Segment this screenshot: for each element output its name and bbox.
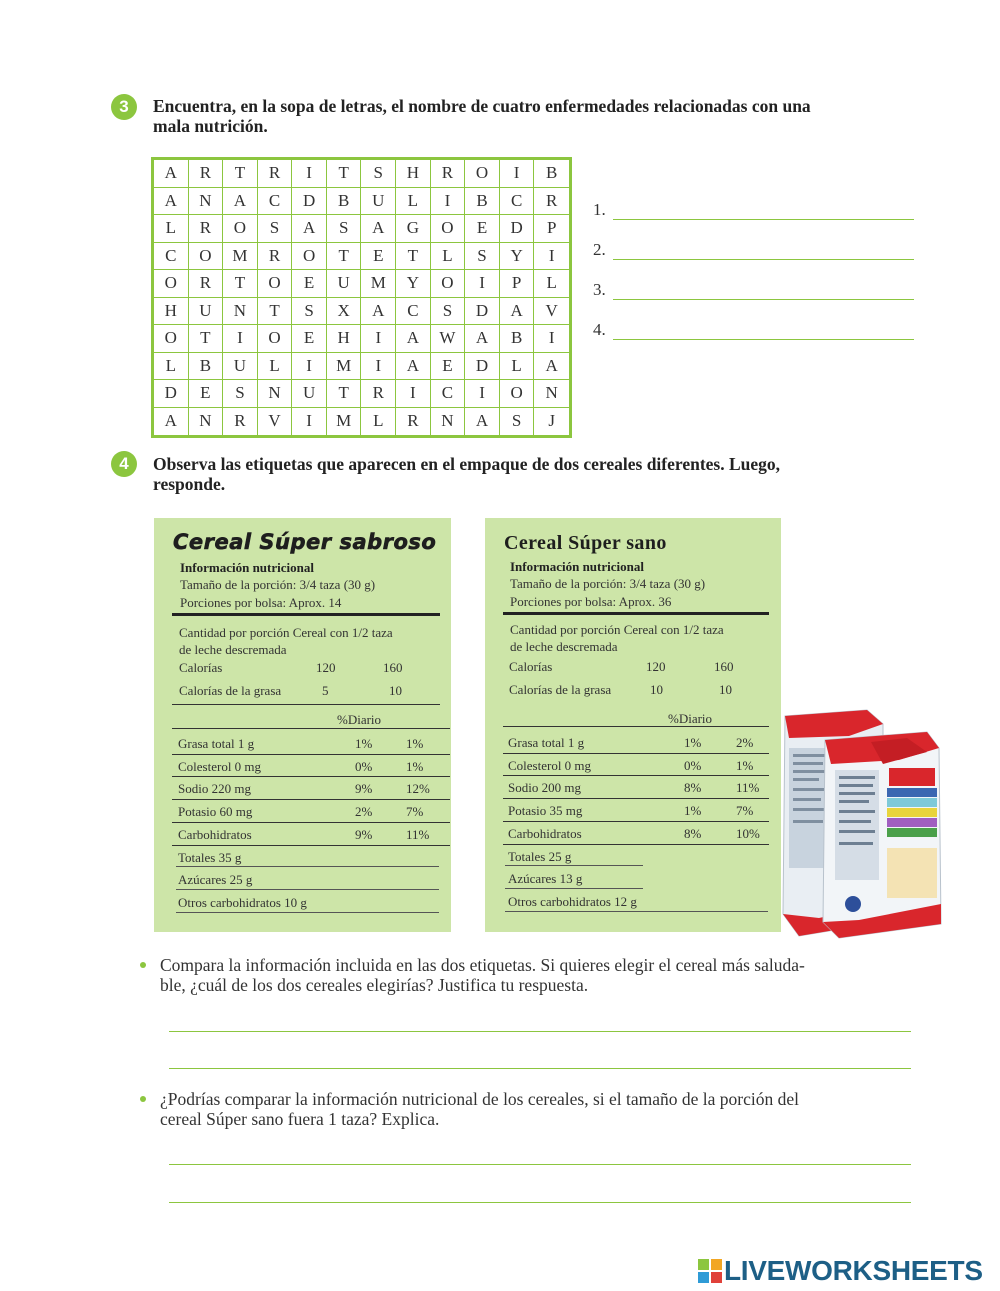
liveworksheets-logo[interactable] (698, 1255, 983, 1287)
divider (172, 754, 450, 755)
calories-value-2: 160 (714, 659, 734, 674)
grid-cell[interactable]: O (154, 270, 189, 298)
grid-cell[interactable]: L (154, 353, 189, 381)
grid-cell[interactable]: A (361, 298, 396, 326)
grid-cell[interactable]: A (396, 353, 431, 381)
grid-cell[interactable]: C (154, 243, 189, 271)
percent-value-2: 1% (406, 736, 424, 751)
nutrient-label: Grasa total 1 g (178, 736, 255, 751)
divider (172, 822, 450, 823)
answer-line[interactable] (169, 1068, 911, 1069)
grid-cell[interactable]: R (431, 160, 466, 188)
divider (172, 704, 440, 705)
underline (176, 866, 439, 867)
percent-value-2: 7% (406, 804, 424, 820)
fat-calories-label: Calorías de la grasa (509, 682, 612, 697)
grid-cell[interactable]: S (361, 160, 396, 188)
fat-calories-value-2: 10 (389, 683, 402, 698)
grid-cell[interactable]: E (465, 215, 500, 243)
grid-cell[interactable]: M (223, 243, 258, 271)
grid-cell[interactable]: A (465, 408, 500, 436)
percent-value-2: 10% (736, 825, 760, 841)
question-number-badge (111, 94, 137, 120)
daily-value-header: %Diario (668, 711, 713, 726)
info-heading: Información nutricional (510, 559, 644, 574)
grid-cell[interactable]: R (534, 188, 569, 216)
grid-cell[interactable]: O (465, 160, 500, 188)
answer-list (593, 200, 923, 350)
question-4-line1: Observa las etiquetas que aparecen en el empaque de dos cereales diferentes. Luego, (153, 454, 781, 474)
grid-cell[interactable]: M (327, 353, 362, 381)
grid-cell[interactable]: U (223, 353, 258, 381)
grid-cell[interactable]: I (465, 270, 500, 298)
grid-cell[interactable]: U (361, 188, 396, 216)
grid-cell[interactable]: O (500, 380, 535, 408)
question-3-text (153, 96, 811, 136)
grid-cell[interactable]: O (258, 270, 293, 298)
grid-cell[interactable]: N (189, 188, 224, 216)
grid-cell[interactable]: I (361, 325, 396, 353)
carbohydrate-subrow: Otros carbohidratos 10 g (178, 894, 307, 910)
answer-input[interactable] (613, 280, 914, 300)
nutrient-label: Carbohidratos (508, 825, 582, 841)
grid-cell[interactable]: A (465, 325, 500, 353)
underline (505, 888, 643, 889)
grid-cell[interactable]: R (258, 243, 293, 271)
grid-cell[interactable]: S (223, 380, 258, 408)
percent-value-1: 2% (355, 804, 373, 820)
grid-cell[interactable]: I (223, 325, 258, 353)
question-number: 4 (119, 454, 129, 473)
answer-input[interactable] (613, 320, 914, 340)
answer-number: 3. (593, 280, 606, 299)
grid-cell[interactable]: R (396, 408, 431, 436)
grid-cell[interactable]: B (534, 160, 569, 188)
answer-number: 1. (593, 200, 606, 219)
divider (172, 728, 450, 729)
grid-cell[interactable]: D (154, 380, 189, 408)
carbohydrate-subrow: Otros carbohidratos 12 g (508, 893, 637, 909)
percent-value-2: 11% (406, 826, 430, 842)
grid-cell[interactable]: I (534, 325, 569, 353)
calories-value-1: 120 (316, 660, 336, 675)
calories-label: Calorías (509, 659, 553, 674)
grid-cell[interactable]: I (292, 408, 327, 436)
answer-input[interactable] (613, 200, 914, 220)
nutrient-label: Colesterol 0 mg (508, 757, 592, 773)
divider (172, 845, 450, 846)
grid-cell[interactable]: D (500, 215, 535, 243)
calories-value-2: 160 (383, 660, 403, 675)
grid-cell[interactable]: L (534, 270, 569, 298)
divider (503, 844, 769, 845)
grid-cell[interactable]: A (223, 188, 258, 216)
fat-calories-value-1: 5 (322, 683, 329, 698)
question-4-line2: responde. (153, 474, 226, 494)
label-title: Cereal Súper sabroso (173, 530, 437, 554)
divider (503, 612, 769, 615)
question-3-line2: mala nutrición. (153, 116, 268, 136)
grid-cell[interactable]: A (500, 298, 535, 326)
grid-cell[interactable]: H (327, 325, 362, 353)
grid-cell[interactable]: I (465, 380, 500, 408)
fat-calories-label: Calorías de la grasa (179, 683, 282, 698)
answer-line[interactable] (169, 1164, 911, 1165)
grid-cell[interactable]: N (223, 298, 258, 326)
grid-cell[interactable]: U (189, 298, 224, 326)
grid-cell[interactable]: S (327, 215, 362, 243)
grid-cell[interactable]: L (431, 243, 466, 271)
grid-cell[interactable]: M (327, 408, 362, 436)
grid-cell[interactable]: B (189, 353, 224, 381)
answer-number: 4. (593, 320, 606, 339)
nutrient-label: Sodio 200 mg (508, 780, 581, 796)
grid-cell[interactable]: E (361, 243, 396, 271)
percent-value-1: 9% (355, 826, 373, 842)
grid-cell[interactable]: E (431, 353, 466, 381)
carbohydrate-subrow: Totales 25 g (508, 848, 572, 864)
grid-cell[interactable]: S (500, 408, 535, 436)
amount-line2: de leche descremada (510, 639, 618, 654)
grid-cell[interactable]: W (431, 325, 466, 353)
logo-mark-icon (698, 1259, 722, 1283)
grid-cell[interactable]: S (465, 243, 500, 271)
grid-cell[interactable]: Y (500, 243, 535, 271)
grid-cell[interactable]: T (327, 243, 362, 271)
grid-cell[interactable]: T (327, 380, 362, 408)
servings-per-bag: Porciones por bolsa: Aprox. 14 (180, 595, 342, 610)
grid-cell[interactable]: S (292, 298, 327, 326)
grid-cell[interactable]: G (396, 215, 431, 243)
grid-cell[interactable]: E (292, 270, 327, 298)
logo-text: LIVEWORKSHEETS (724, 1255, 983, 1286)
grid-cell[interactable]: I (431, 188, 466, 216)
grid-cell[interactable]: O (258, 325, 293, 353)
percent-value-2: 1% (406, 758, 424, 774)
grid-cell[interactable]: P (500, 270, 535, 298)
percent-value-2: 11% (736, 780, 760, 796)
grid-cell[interactable]: V (258, 408, 293, 436)
grid-cell[interactable]: R (258, 160, 293, 188)
grid-cell[interactable]: Y (396, 270, 431, 298)
grid-cell[interactable]: R (189, 215, 224, 243)
grid-cell[interactable]: C (396, 298, 431, 326)
grid-cell[interactable]: P (534, 215, 569, 243)
grid-cell[interactable]: H (154, 298, 189, 326)
grid-cell[interactable]: C (431, 380, 466, 408)
grid-cell[interactable]: L (361, 408, 396, 436)
grid-cell[interactable]: A (154, 188, 189, 216)
grid-cell[interactable]: L (258, 353, 293, 381)
divider (172, 799, 450, 800)
percent-value-1: 1% (684, 735, 702, 750)
carbohydrate-subrow: Azúcares 25 g (178, 872, 253, 888)
grid-cell[interactable]: O (223, 215, 258, 243)
grid-cell[interactable]: A (292, 215, 327, 243)
grid-cell[interactable]: L (154, 215, 189, 243)
grid-cell[interactable]: X (327, 298, 362, 326)
grid-cell[interactable]: T (258, 298, 293, 326)
bullet-question-1-line1: Compara la información incluida en las dos etiquetas. Si quieres elegir el cereal más saluda- (160, 955, 805, 975)
grid-cell[interactable]: H (396, 160, 431, 188)
label-title: Cereal Súper sano (504, 532, 667, 554)
percent-value-1: 8% (684, 780, 702, 796)
percent-value-1: 0% (355, 758, 373, 774)
nutrition-label-sano (485, 518, 781, 932)
grid-cell[interactable]: I (500, 160, 535, 188)
nutrient-label: Carbohidratos (178, 826, 252, 842)
underline (176, 912, 439, 913)
cereal-bag-front (823, 732, 941, 938)
amount-line1: Cantidad por porción Cereal con 1/2 taza (179, 625, 393, 640)
grid-cell[interactable]: T (396, 243, 431, 271)
answer-row (593, 240, 923, 262)
grid-cell[interactable]: U (292, 380, 327, 408)
calories-label: Calorías (179, 660, 223, 675)
cereal-bags-image (779, 708, 945, 940)
bullet-dot (140, 1096, 146, 1102)
grid-cell[interactable]: N (534, 380, 569, 408)
grid-cell[interactable]: R (189, 270, 224, 298)
grid-cell[interactable]: V (534, 298, 569, 326)
grid-cell[interactable]: B (465, 188, 500, 216)
answer-line[interactable] (169, 1202, 911, 1203)
grid-cell[interactable]: A (154, 408, 189, 436)
grid-cell[interactable]: I (396, 380, 431, 408)
grid-cell[interactable]: N (189, 408, 224, 436)
grid-cell[interactable]: N (258, 380, 293, 408)
bullet-question-2-line1: ¿Podrías comparar la información nutricional de los cereales, si el tamaño de la porción del (160, 1089, 799, 1109)
grid-cell[interactable]: O (189, 243, 224, 271)
answer-row (593, 280, 923, 302)
nutrient-label: Potasio 35 mg (508, 803, 583, 819)
percent-value-1: 9% (355, 781, 373, 797)
bullet-question-1 (160, 955, 805, 995)
divider (172, 776, 450, 777)
answer-row (593, 320, 923, 342)
grid-cell[interactable]: J (548, 411, 555, 431)
answer-row (593, 200, 923, 222)
grid-cell[interactable]: B (327, 188, 362, 216)
grid-cell[interactable]: L (500, 353, 535, 381)
grid-cell[interactable]: O (292, 243, 327, 271)
amount-line1: Cantidad por porción Cereal con 1/2 taza (510, 622, 724, 637)
grid-cell[interactable]: O (431, 215, 466, 243)
grid-cell[interactable]: C (258, 188, 293, 216)
question-number: 3 (119, 97, 129, 116)
bullet-question-1-line2: ble, ¿cuál de los dos cereales elegirías? Justifica tu respuesta. (160, 975, 589, 995)
percent-value-1: 1% (355, 736, 373, 751)
grid-cell[interactable]: A (534, 353, 569, 381)
divider (172, 613, 440, 616)
grid-cell[interactable]: I (534, 243, 569, 271)
divider (503, 753, 769, 754)
carbohydrate-subrow: Azúcares 13 g (508, 871, 583, 887)
grid-cell[interactable]: O (431, 270, 466, 298)
percent-value-2: 12% (406, 781, 430, 797)
carbohydrate-subrow: Totales 35 g (178, 849, 242, 865)
divider (503, 798, 769, 799)
serving-size: Tamaño de la porción: 3/4 taza (30 g) (180, 577, 376, 592)
percent-value-2: 2% (736, 735, 754, 750)
grid-cell[interactable]: T (223, 160, 258, 188)
grid-cell[interactable]: U (327, 270, 362, 298)
calories-value-1: 120 (646, 659, 666, 674)
grid-cell[interactable]: O (154, 325, 189, 353)
underline (505, 865, 643, 866)
grid-cell[interactable]: S (258, 215, 293, 243)
serving-size: Tamaño de la porción: 3/4 taza (30 g) (510, 576, 706, 591)
grid-cell[interactable]: E (292, 325, 327, 353)
nutrition-label-sabroso (154, 518, 451, 932)
grid-cell[interactable]: B (500, 325, 535, 353)
grid-cell[interactable]: A (396, 325, 431, 353)
grid-cell[interactable]: R (189, 160, 224, 188)
question-3-line1: Encuentra, en la sopa de letras, el nombre de cuatro enfermedades relacionadas con una (153, 96, 811, 116)
grid-cell[interactable]: A (361, 215, 396, 243)
percent-value-2: 7% (736, 803, 754, 819)
grid-cell[interactable]: T (189, 325, 224, 353)
grid-cell[interactable]: M (361, 270, 396, 298)
grid-cell[interactable]: D (465, 298, 500, 326)
divider (503, 775, 769, 776)
nutrient-label: Grasa total 1 g (508, 735, 585, 750)
grid-cell[interactable]: L (396, 188, 431, 216)
grid-cell[interactable]: T (223, 270, 258, 298)
percent-value-2: 1% (736, 757, 754, 773)
info-heading: Información nutricional (180, 560, 314, 575)
percent-value-1: 1% (684, 803, 702, 819)
grid-cell[interactable]: I (361, 353, 396, 381)
grid-cell[interactable]: I (292, 160, 327, 188)
bullet-question-2 (160, 1089, 799, 1129)
grid-cell[interactable]: N (431, 408, 466, 436)
grid-cell[interactable]: C (500, 188, 535, 216)
grid-cell[interactable]: I (292, 353, 327, 381)
servings-per-bag: Porciones por bolsa: Aprox. 36 (510, 594, 672, 609)
grid-cell[interactable]: E (189, 380, 224, 408)
question-4-text (153, 454, 780, 494)
divider (503, 726, 769, 727)
bullet-dot (140, 962, 146, 968)
answer-input[interactable] (613, 240, 914, 260)
answer-number: 2. (593, 240, 606, 259)
grid-cell[interactable]: S (431, 298, 466, 326)
grid-cell[interactable]: D (292, 188, 327, 216)
grid-cell[interactable]: A (154, 160, 189, 188)
answer-line[interactable] (169, 1031, 911, 1032)
nutrient-label: Colesterol 0 mg (178, 758, 262, 774)
nutrient-label: Sodio 220 mg (178, 781, 251, 797)
percent-value-1: 8% (684, 825, 702, 841)
word-search-grid (151, 157, 572, 438)
amount-line2: de leche descremada (179, 642, 287, 657)
daily-value-header: %Diario (337, 712, 382, 727)
bullet-question-2-line2: cereal Súper sano fuera 1 taza? Explica. (160, 1109, 440, 1129)
underline (176, 889, 439, 890)
grid-cell[interactable]: R (223, 408, 258, 436)
grid-cell[interactable]: T (327, 160, 362, 188)
nutrient-label: Potasio 60 mg (178, 804, 253, 820)
grid-cell[interactable]: D (465, 353, 500, 381)
fat-calories-value-1: 10 (650, 682, 663, 697)
percent-value-1: 0% (684, 757, 702, 773)
divider (503, 821, 769, 822)
fat-calories-value-2: 10 (719, 682, 732, 697)
underline (505, 911, 768, 912)
grid-cell[interactable]: R (361, 380, 396, 408)
question-number-badge (111, 451, 137, 477)
